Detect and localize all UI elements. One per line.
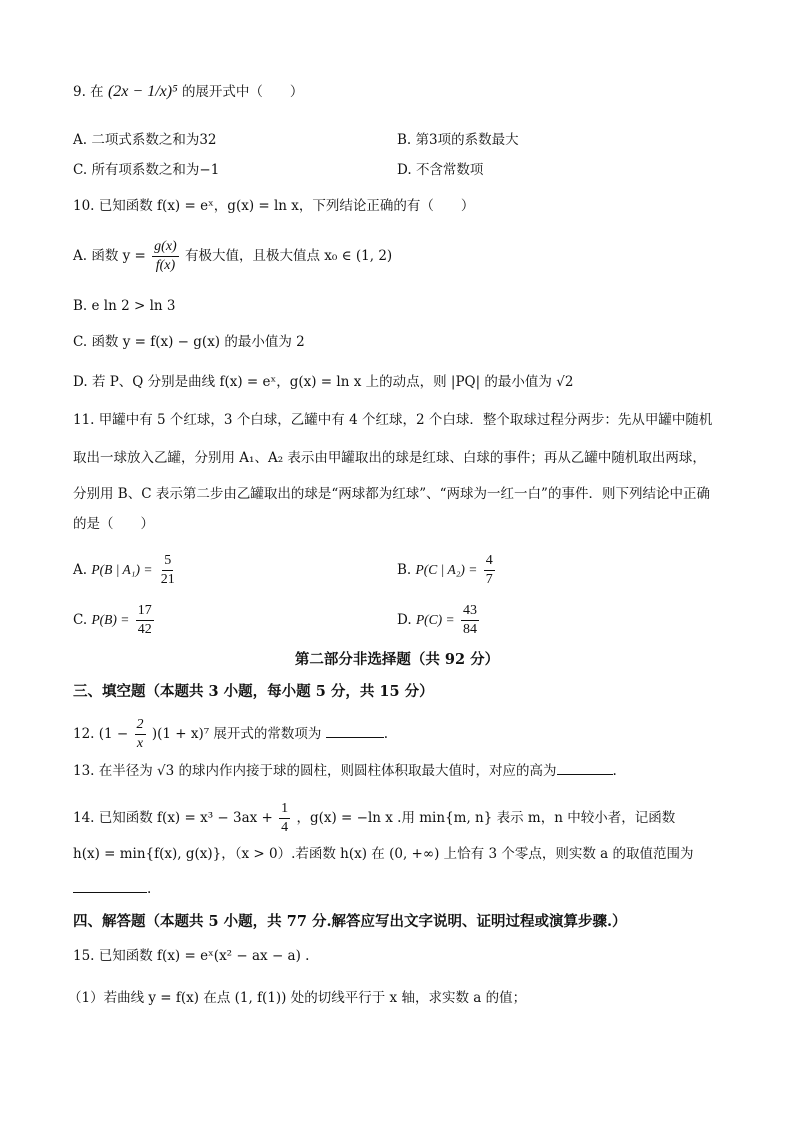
- option-text: 函数 y = f(x) − g(x) 的最小值为 2: [91, 334, 305, 350]
- q13-end: .: [612, 763, 617, 779]
- option-label: A.: [73, 132, 88, 148]
- answer-blank: [326, 723, 384, 738]
- fraction-numerator: g(x): [152, 238, 179, 257]
- fraction-denominator: 21: [160, 572, 175, 587]
- fraction-numerator: 17: [136, 602, 154, 621]
- fraction: [135, 716, 146, 753]
- q14-end: .: [147, 881, 152, 897]
- q9-option-a: [73, 130, 217, 150]
- q12-text: )(1 + x)⁷ 展开式的常数项为: [151, 726, 322, 742]
- q10-option-b: [73, 296, 175, 316]
- q11-option-b: [397, 552, 497, 589]
- option-text: e ln 2 > ln 3: [91, 298, 176, 314]
- fraction-denominator: 42: [137, 622, 152, 637]
- q10-option-c: [73, 332, 305, 352]
- fraction-denominator: 4: [281, 820, 289, 835]
- option-label: D.: [73, 374, 88, 390]
- option-text: 有极大值，且极大值点 x₀ ∈ (1, 2): [185, 248, 393, 264]
- fraction-numerator: 1: [279, 800, 290, 819]
- q10-stem: 10. 已知函数 f(x) = eˣ，g(x) = ln x，下列结论正确的有（ ）: [73, 198, 475, 214]
- option-label: A.: [73, 562, 88, 578]
- part2-title: 第二部分非选择题（共 92 分）: [294, 651, 500, 668]
- option-text: 函数 y =: [91, 248, 146, 264]
- q14-line-3: [73, 878, 151, 899]
- q11-line-3: 分别用 B、C 表示第二步由乙罐取出的球是“两球都为红球”、“两球为一红一白”的事件．则下列结论中正确: [73, 486, 710, 502]
- option-label: C.: [73, 612, 88, 628]
- q9-stem-suffix: 的展开式中（ ）: [181, 84, 304, 100]
- fraction-denominator: 84: [462, 622, 477, 637]
- fraction-denominator: 7: [485, 572, 493, 587]
- option-lhs: P(B | A₁) =: [91, 562, 153, 577]
- option-label: D.: [397, 162, 412, 178]
- q15-stem: 15. 已知函数 f(x) = eˣ(x² − ax − a) .: [73, 948, 310, 964]
- q11-option-d: [397, 602, 481, 639]
- fraction: [136, 602, 154, 639]
- q14-line-1: [73, 800, 675, 837]
- option-label: D.: [397, 612, 412, 628]
- q9-stem: [73, 82, 303, 102]
- fraction: [279, 800, 290, 837]
- fraction-numerator: 2: [135, 716, 146, 735]
- fraction-numerator: 5: [162, 552, 173, 571]
- fraction-numerator: 43: [461, 602, 479, 621]
- q14-line-2: h(x) = min{f(x), g(x)}，（x > 0）.若函数 h(x) 在 (0, +∞) 上恰有 3 个零点，则实数 a 的取值范围为: [73, 846, 694, 862]
- option-label: A.: [73, 248, 88, 264]
- fraction: [484, 552, 495, 589]
- q11-line-4: 的是（ ）: [73, 516, 154, 532]
- q12-end: .: [383, 726, 389, 742]
- option-text: 二项式系数之和为32: [91, 132, 217, 148]
- q12: [73, 716, 388, 753]
- q14-text: 14. 已知函数 f(x) = x³ − 3ax +: [73, 810, 273, 826]
- option-label: B.: [397, 562, 412, 578]
- fraction-denominator: x: [136, 736, 144, 751]
- option-lhs: P(C | A₂) =: [415, 562, 478, 577]
- option-label: C.: [73, 334, 88, 350]
- fraction: [159, 552, 177, 589]
- q13: [73, 760, 617, 781]
- q9-option-d: [397, 160, 483, 180]
- q11-line-1: 11. 甲罐中有 5 个红球，3 个白球，乙罐中有 4 个红球，2 个白球．整个取球过程分两步：先从甲罐中随机: [73, 412, 713, 428]
- answer-blank: [557, 760, 613, 775]
- section3-title: 三、填空题（本题共 3 小题，每小题 5 分，共 15 分）: [73, 683, 434, 700]
- option-label: B.: [73, 298, 88, 314]
- q13-text: 13. 在半径为 √3 的球内作内接于球的圆柱，则圆柱体积取最大值时，对应的高为: [73, 763, 557, 779]
- q11-option-c: [73, 602, 156, 639]
- q9-option-b: [397, 130, 519, 150]
- q12-text: 12. (1 −: [73, 726, 129, 742]
- q9-expression: (2x − 1/x)⁵: [107, 83, 178, 100]
- q9-number: 9. 在: [73, 84, 104, 100]
- option-label: B.: [397, 132, 412, 148]
- q10-option-d: [73, 372, 573, 392]
- option-lhs: P(B) =: [91, 612, 130, 627]
- q9-option-c: [73, 160, 219, 180]
- fraction: [152, 238, 179, 275]
- q14-text: ，g(x) = −ln x .用 min{m, n} 表示 m，n 中较小者，记函数: [296, 810, 676, 826]
- fraction-denominator: f(x): [155, 258, 176, 273]
- q15-part1: （1）若曲线 y = f(x) 在点 (1, f(1)) 处的切线平行于 x 轴，求实数 a 的值；: [68, 990, 527, 1006]
- q11-option-a: [73, 552, 179, 589]
- option-lhs: P(C) =: [415, 612, 455, 627]
- option-text: 第3项的系数最大: [415, 132, 519, 148]
- answer-blank: [73, 878, 147, 893]
- option-text: 不含常数项: [415, 162, 484, 178]
- option-label: C.: [73, 162, 88, 178]
- fraction: [461, 602, 479, 639]
- section4-title: 四、解答题（本题共 5 小题，共 77 分.解答应写出文字说明、证明过程或演算步骤.）: [73, 913, 627, 930]
- option-text: 若 P、Q 分别是曲线 f(x) = eˣ，g(x) = ln x 上的动点，则 |PQ| 的最小值为 √2: [91, 374, 574, 390]
- fraction-numerator: 4: [484, 552, 495, 571]
- option-text: 所有项系数之和为−1: [91, 162, 220, 178]
- q10-option-a: [73, 238, 392, 275]
- q11-line-2: 取出一球放入乙罐，分别用 A₁、A₂ 表示由甲罐取出的球是红球、白球的事件；再从乙罐中随机取出两球，: [73, 450, 706, 466]
